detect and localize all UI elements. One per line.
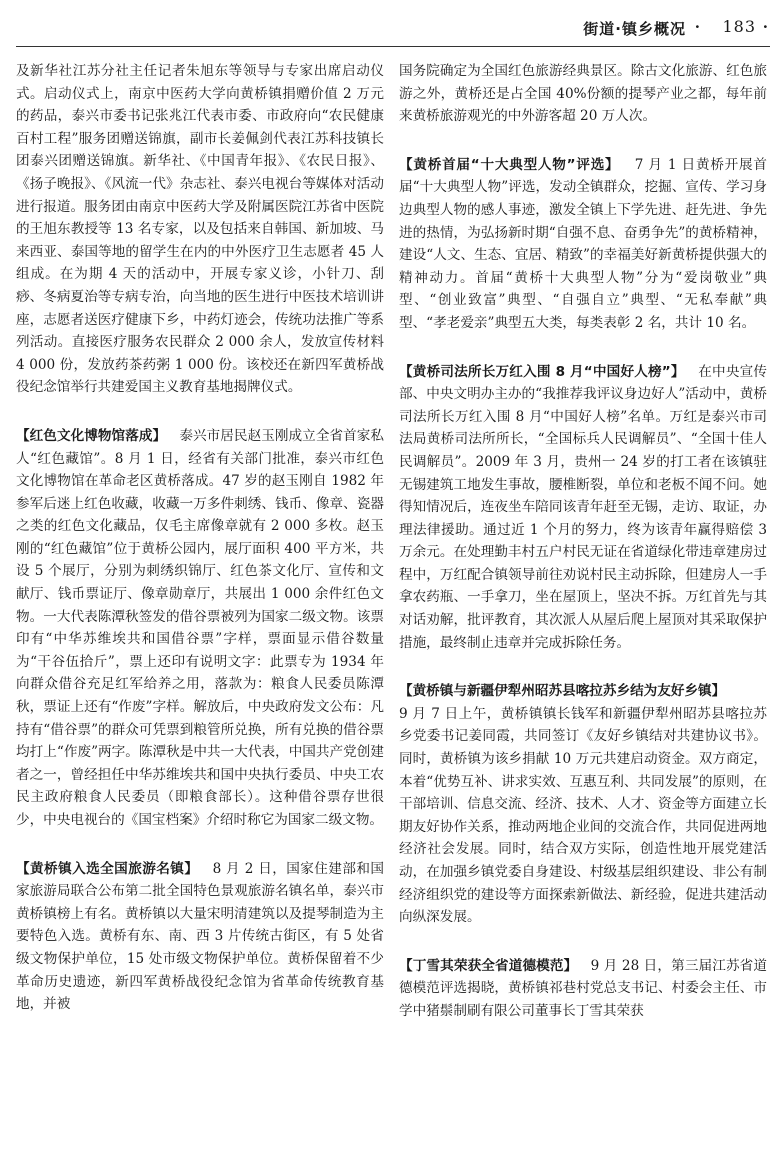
entry-tourism-town: [16, 858, 384, 1016]
entry-text: 7 月 1 日黄桥开展首届“十大典型人物”评选，发动全镇群众，挖掘、宣传、学习身边典型人物的感人事迹，激发全镇上下学先进、赶先进、争先进的热情，为弘扬新时期“自强不息、奋勇争先”的黄桥精神，建设“人文、生态、宜居、精致”的幸福美好新黄桥提供强大的精神动力。首届“黄桥十大典型人物”分为“爱岗敬业”典型、“创业致富”典型、“自强自立”典型、“无私奉献”典型、“孝老爱亲”典型五大类，每类表彰 2 名，共计 10 名。: [399, 156, 767, 331]
continuation-paragraph: 国务院确定为全国红色旅游经典景区。除古文化旅游、红色旅游之外，黄桥还是占全国 40%份额的提琴产业之都，每年前来黄桥旅游观光的中外游客超 20 万人次。: [399, 63, 767, 125]
continuation-paragraph: 及新华社江苏分社主任记者朱旭东等领导与专家出席启动仪式。启动仪式上，南京中医药大学向黄桥镇捐赠价值 2 万元的药品，泰兴市委书记张兆江代表市委、市政府向“农民健康百村工程”服务团赠送锦旗，副市长姜佩剑代表江苏科技镇长团泰兴团赠送锦旗。新华社、《中国青年报》、《农民日报》、《扬子晚报》、《风流一代》杂志社、泰兴电视台等媒体对活动进行报道。服务团由南京中医药大学及附属医院江苏省中医院的王旭东教授等 13 名专家，以及包括来自韩国、新加坡、马来西亚、泰国等地的留学生在内的中外医疗卫生志愿者 45 人组成。在为期 4 天的活动中，开展专家义诊，小针刀、刮痧、冬病夏治等专病专治，向当地的医生进行中医技术培训讲座，志愿者送医疗健康下乡，中药灯迹会，传统功法推广等系列活动。直接医疗服务农民群众 2 000 余人，发放宣传材料 4 000 份，发放药茶药粥 1 000 份。该校还在新四军黄桥战役纪念馆举行共建爱国主义教育基地揭牌仪式。: [16, 63, 384, 396]
entry-wan-hong-good-person: [399, 361, 767, 655]
entry-title: 【黄桥镇入选全国旅游名镇】: [16, 860, 199, 877]
entry-text: 9 月 28 日，第三届江苏省道德模范评选揭晓，黄桥镇祁巷村党总支书记、村委会主任、市学中猪鬃制刷有限公司董事长丁雪其荣获: [399, 957, 767, 1019]
left-column: [16, 60, 384, 1042]
header-rule: [16, 46, 770, 47]
entry-friendly-township: [399, 680, 767, 929]
header-separator-dot: ·: [762, 18, 768, 36]
page-number: 183: [722, 17, 756, 36]
entry-body: [399, 955, 767, 1023]
entry-red-culture-museum: [16, 425, 384, 832]
entry-title: 【丁雪其荣获全省道德模范】: [399, 957, 578, 974]
entry-title: 【红色文化博物馆落成】: [16, 427, 167, 444]
entry-body: [399, 361, 767, 655]
entry-body: [16, 858, 384, 1016]
section-title: 街道·镇乡概况: [583, 20, 686, 38]
entry-text: 泰兴市居民赵玉刚成立全省首家私人“红色藏馆”。8 月 1 日，经省有关部门批准，泰兴市红色文化博物馆在革命老区黄桥落成。47 岁的赵玉刚自 1982 年参军后迷上红色收藏，收藏一万多件刺绣、钱币、像章、瓷器之类的红色文化藏品，仅毛主席像章就有 2 000 多枚。赵玉刚的“红色藏馆”位于黄桥公园内，展厅面积 400 平方米，共设 5 个展厅，分别为刺绣织锦厅、红色茶文化厅、宣传和文献厅、钱币票证厅、像章勋章厅，共展出 1 000 余件红色文物。一大代表陈潭秋签发的借谷票被列为国家二级文物。该票印有“中华苏维埃共和国借谷票”字样，票面显示借谷数量为“干谷伍拾斤”，票上还印有说明文字：此票专为 1934 年向群众借谷充足红军给养之用，落款为：粮食人民委员陈潭秋，票证上还有“作废”字样。解放后，中央政府发文公布：凡持有“借谷票”的群众可凭票到粮管所兑换，所有兑换的借谷票均打上“作废”两字。陈潭秋是中共一大代表，中国共产党创建者之一，曾经担任中华苏维埃共和国中央执行委员、中央工农民主政府粮食人民委员（即粮食部长）。这种借谷票存世很少，中央电视台的《国宝档案》介绍时称它为国家二级文物。: [16, 427, 385, 828]
entry-ten-typical-persons: [399, 154, 767, 335]
entry-text: 8 月 2 日，国家住建部和国家旅游局联合公布第二批全国特色景观旅游名镇名单，泰兴市黄桥镇榜上有名。黄桥镇以大量宋明清建筑以及提琴制造为主要特色入选。黄桥有东、南、西 3 片传统古街区，有 5 处省级文物保护单位，15 处市级文物保护单位。黄桥保留着不少革命历史遗迹，新四军黄桥战役纪念馆为省革命传统教育基地，并被: [16, 860, 384, 1013]
entry-title: 【黄桥镇与新疆伊犁州昭苏县喀拉苏乡结为友好乡镇】: [399, 683, 726, 700]
entry-body: [16, 425, 384, 832]
entry-text: 在中央宣传部、中央文明办主办的“我推荐我评议身边好人”活动中，黄桥司法所长万红入围 8 月“中国好人榜”名单。万红是泰兴市司法局黄桥司法所所长，“全国标兵人民调解员”、“全国十佳人民调解员”。2009 年 3 月，贵州一 24 岁的打工者在该镇驻无锡建筑工地发生事故，腰椎断裂，单位和老板不闻不问。她得知情况后，连夜坐车陪同该青年赶至无锡，走访、取证，办理法律援助。通过近 1 个月的努力，终为该青年赢得赔偿 3 万余元。在处理勤丰村五户村民无证在省道绿化带违章建房过程中，万红配合镇领导前往劝说村民主动拆除，但建房人一手拿农药瓶、一手拿刀，坐在屋顶上，坚决不拆。万红首先与其对话劝解，批评教育，其次派人从屋后爬上屋顶对其采取保护措施，最终制止违章并完成拆除任务。: [399, 363, 768, 651]
right-column: [399, 60, 767, 1049]
header-separator-dot: ·: [694, 18, 700, 36]
entry-title: 【黄桥司法所长万红入围 8 月“中国好人榜”】: [399, 363, 685, 380]
entry-title: 【黄桥首届“十大典型人物”评选】: [399, 156, 620, 173]
entry-moral-model: [399, 955, 767, 1023]
entry-body: [399, 680, 767, 929]
page-header: [0, 0, 780, 46]
entry-body: [399, 154, 767, 335]
entry-text: 9 月 7 日上午，黄桥镇镇长钱军和新疆伊犁州昭苏县喀拉苏乡党委书记姜同霞，共同签订《友好乡镇结对共建协议书》。同时，黄桥镇为该乡捐献 10 万元共建启动资金。双方商定，本着“优势互补、讲求实效、互惠互利、共同发展”的原则，在干部培训、信息交流、经济、技术、人才、资金等方面建立长期友好协作关系，推动两地企业间的交流合作，共同促进两地经济社会发展。同时，结合双方实际，创造性地开展党建活动，在加强乡镇党委自身建设、村级基层组织建设、非公有制经济组织党的建设等方面探索新做法、新经验，促进共建活动向纵深发展。: [399, 705, 767, 926]
